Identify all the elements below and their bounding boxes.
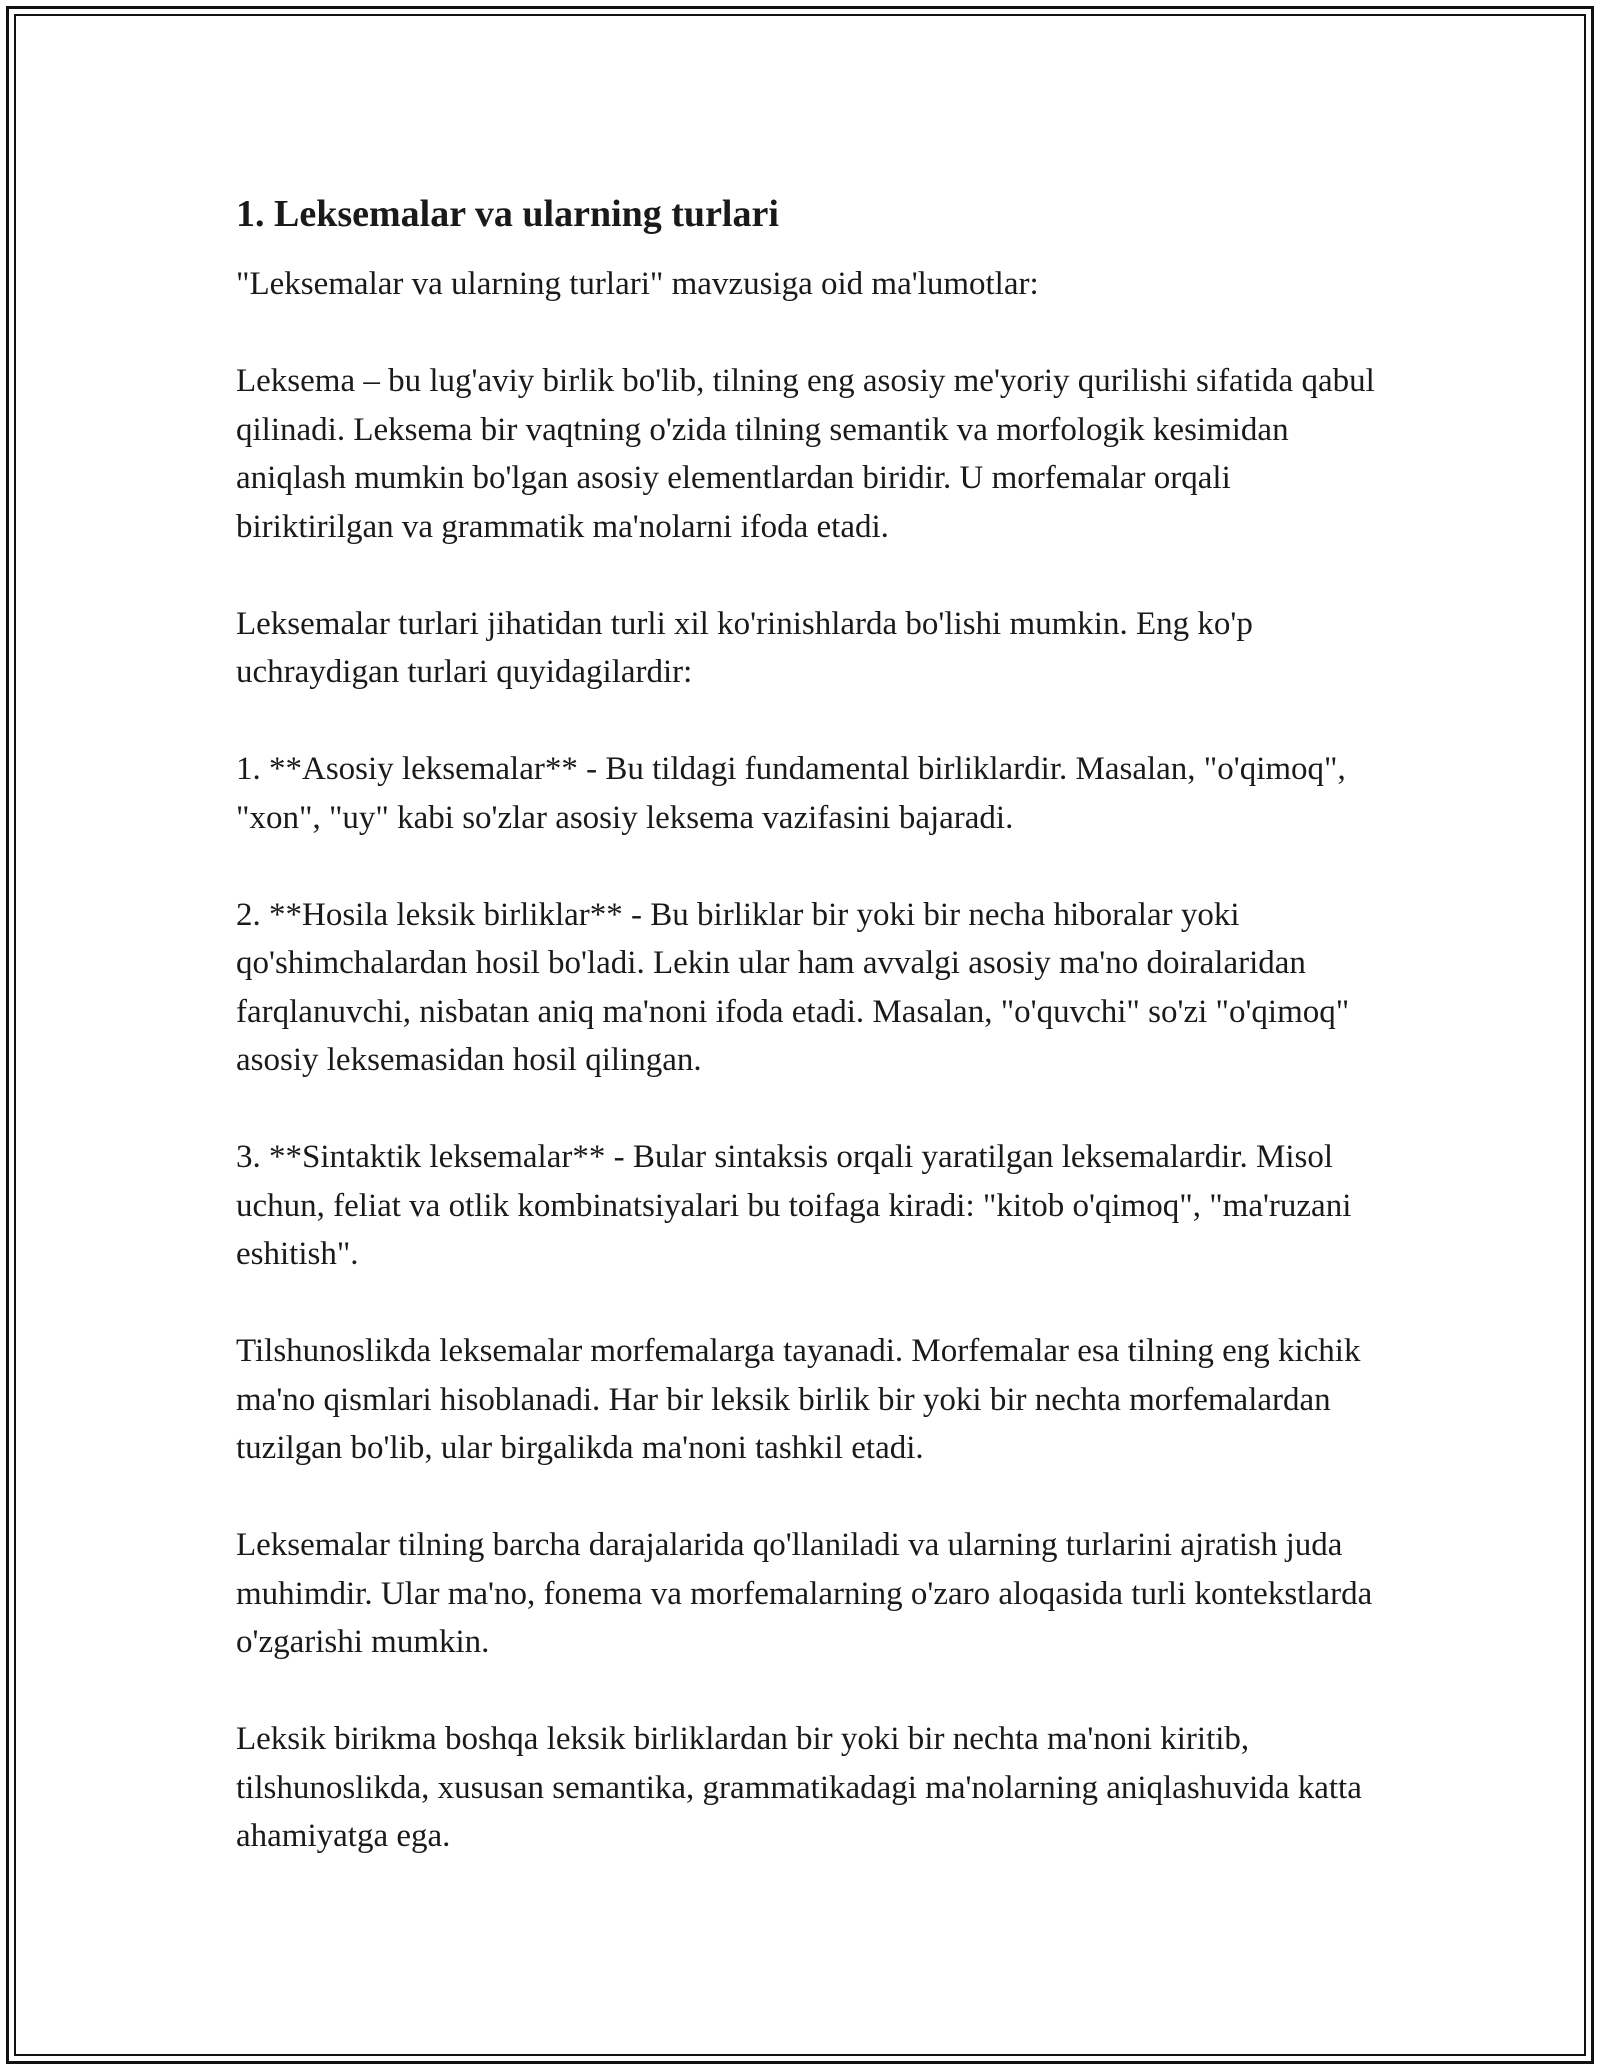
paragraph-type-1: 1. **Asosiy leksemalar** - Bu tildagi fundamental birliklardir. Masalan, "o'qimoq", "xon", "uy" kabi so'zlar asosiy leksema vazifasini bajaradi. — [236, 751, 1346, 836]
paragraph-intro: "Leksemalar va ularning turlari" mavzusiga oid ma'lumotlar: — [236, 266, 1039, 302]
document-body — [236, 190, 1386, 1861]
paragraph-type-3: 3. **Sintaktik leksemalar** - Bular sintaksis orqali yaratilgan leksemalardir. Misol uchun, feliat va otlik kombinatsiyalari bu toifaga kiradi: "kitob o'qimoq", "ma'ruzani eshitish". — [236, 1139, 1352, 1272]
paragraph-type-2: 2. **Hosila leksik birliklar** - Bu birliklar bir yoki bir necha hiboralar yoki qo'shimchalardan hosil bo'ladi. Lekin ular ham avvalgi asosiy ma'no doiralaridan farqlanuvchi, nisbatan aniq ma'noni ifoda etadi. Masalan, "o'quvchi" so'zi "o'qimoq" asosiy leksemasidan hosil qilingan. — [236, 896, 1350, 1078]
document-title: 1. Leksemalar va ularning turlari — [236, 193, 779, 235]
paragraph-collocation: Leksik birikma boshqa leksik birliklardan bir yoki bir nechta ma'noni kiritib, tilshunoslikda, xususan semantika, grammatikadagi ma'nolarning aniqlashuvida katta ahamiyatga ega. — [236, 1721, 1362, 1854]
paragraph-morphemes: Tilshunoslikda leksemalar morfemalarga tayanadi. Morfemalar esa tilning eng kichik ma'no qismlari hisoblanadi. Har bir leksik birlik bir yoki bir nechta morfemalardan tuzilgan bo'lib, ular birgalikda ma'noni tashkil etadi. — [236, 1333, 1361, 1466]
paragraph-types-intro: Leksemalar turlari jihatidan turli xil ko'rinishlarda bo'lishi mumkin. Eng ko'p uchraydigan turlari quyidagilardir: — [236, 605, 1253, 690]
paragraph-definition: Leksema – bu lug'aviy birlik bo'lib, tilning eng asosiy me'yoriy qurilishi sifatida qabul qilinadi. Leksema bir vaqtning o'zida tilning semantik va morfologik kesimidan aniqlash mumkin bo'lgan asosiy elementlardan biridir. U morfemalar orqali biriktirilgan va grammatik ma'nolarni ifoda etadi. — [236, 363, 1375, 545]
paragraph-levels: Leksemalar tilning barcha darajalarida qo'llaniladi va ularning turlarini ajratish juda muhimdir. Ular ma'no, fonema va morfemalarning o'zaro aloqasida turli kontekstlarda o'zgarishi mumkin. — [236, 1527, 1373, 1660]
